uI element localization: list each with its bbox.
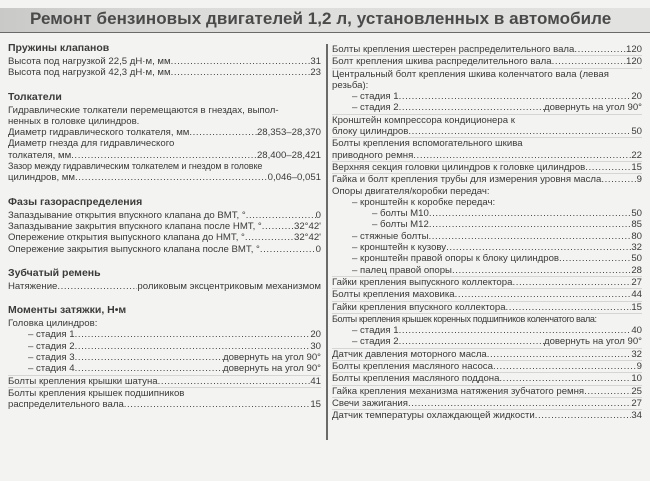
- spec-row: [332, 397, 642, 409]
- spec-value: 0,046–0,051: [267, 172, 321, 184]
- spec-value: 25: [631, 385, 642, 397]
- leader-dots: [413, 150, 631, 161]
- leader-dots: [399, 325, 632, 336]
- spec-value: довернуть на угол 90°: [222, 363, 321, 375]
- spec-row: [332, 126, 642, 137]
- spec-label: – стадия 1: [352, 325, 399, 337]
- leader-dots: [75, 341, 311, 352]
- leader-dots: [399, 336, 544, 347]
- spec-label: Болты крепления масляного поддона: [332, 373, 500, 385]
- spec-label: Свечи зажигания: [332, 397, 408, 409]
- spec-value: 50: [631, 253, 642, 265]
- leader-dots: [506, 302, 632, 313]
- spec-value: 32°42': [293, 220, 321, 232]
- spec-value: 34: [631, 410, 642, 422]
- page-title: Ремонт бензиновых двигателей 1,2 л, установленных в автомобиле: [30, 9, 612, 28]
- spec-row: [8, 244, 321, 255]
- spec-row: [332, 102, 642, 113]
- spec-label: толкателя, мм: [8, 149, 72, 161]
- spec-value: 27: [631, 397, 642, 409]
- section-title-timing: Фазы газораспределения: [8, 195, 143, 208]
- spec-row: [332, 208, 642, 219]
- spec-label: блоку цилиндров: [332, 126, 409, 138]
- spec-label: Высота под нагрузкой 22,5 дН·м, мм: [8, 56, 171, 67]
- spec-value: 28: [631, 264, 642, 276]
- section-title-springs: Пружины клапанов: [8, 42, 110, 54]
- section-title-torque: Моменты затяжки, Н•м: [8, 304, 127, 317]
- leader-dots: [512, 277, 631, 288]
- leader-dots: [245, 232, 294, 243]
- column-divider: [326, 44, 328, 440]
- spec-row: [332, 55, 642, 67]
- leader-dots: [499, 373, 631, 384]
- spec-value: 9: [636, 174, 642, 186]
- leader-dots: [71, 150, 257, 161]
- spec-label: Высота под нагрузкой 42,3 дН·м, мм: [8, 67, 171, 79]
- group-label: Болты крепления крышек коренных подшипников коленчатого вала:: [332, 313, 642, 325]
- spec-value: довернуть на угол 90°: [543, 336, 642, 348]
- spec-row: [8, 150, 321, 161]
- spec-row: [8, 221, 321, 232]
- leader-dots: [75, 329, 311, 340]
- spec-row: [332, 253, 642, 264]
- leader-dots: [171, 67, 311, 78]
- spec-label: Гайки крепления выпускного коллектора: [332, 276, 513, 288]
- spec-label-line: Болты крепления крышек подшипников: [8, 387, 321, 399]
- spec-label: – кронштейн правой опоры к блоку цилиндров: [352, 253, 559, 265]
- note-text: ненных в головке цилиндров.: [8, 115, 140, 127]
- spec-value: 15: [310, 399, 321, 411]
- spec-row: [332, 219, 642, 230]
- spec-row: [8, 329, 321, 340]
- leader-dots: [171, 56, 311, 67]
- leader-dots: [75, 363, 223, 374]
- spec-row: [332, 409, 642, 421]
- leader-dots: [535, 410, 632, 421]
- spec-value: 80: [631, 230, 642, 242]
- leader-dots: [158, 376, 311, 387]
- spec-row: [8, 363, 321, 374]
- spec-label: Болты крепления масляного насоса: [332, 361, 493, 373]
- spec-label: – стадия 3: [28, 352, 75, 364]
- section-title-belt: Зубчатый ремень: [8, 266, 101, 279]
- spec-value: 0: [315, 209, 321, 221]
- spec-label-line: Центральный болт крепления шкива коленчатого вала (левая: [332, 68, 642, 80]
- spec-label: Запаздывание открытия впускного клапана до ВМТ, °: [8, 209, 246, 221]
- spec-row: [332, 265, 642, 276]
- spec-label: Болты крепления маховика: [332, 289, 455, 301]
- spec-label: – палец правой опоры: [352, 264, 452, 276]
- spec-label: – болты М12: [372, 219, 429, 231]
- spec-value: 120: [625, 56, 642, 68]
- spec-row: [332, 173, 642, 185]
- spec-row: [332, 288, 642, 300]
- spec-row: [8, 232, 321, 243]
- spec-value: 9: [636, 361, 642, 373]
- spec-label: – стадия 2: [28, 340, 75, 352]
- spec-value: довернуть на угол 90°: [222, 352, 321, 364]
- spec-label: Запаздывание закрытия впускного клапана после НМТ, °: [8, 220, 262, 232]
- spec-row: [8, 375, 321, 387]
- spec-label-line: Болты крепления вспомогательного шкива: [332, 137, 642, 149]
- spec-value: 50: [631, 126, 642, 138]
- leader-dots: [124, 399, 311, 410]
- spec-label: – стадия 1: [352, 91, 399, 103]
- spec-value: 120: [625, 44, 642, 55]
- spec-label: цилиндров, мм: [8, 172, 75, 184]
- spec-label: Диаметр гидравлического толкателя, мм: [8, 127, 190, 139]
- spec-label: Гайки крепления впускного коллектора: [332, 301, 506, 313]
- leader-dots: [429, 231, 632, 242]
- spec-value: 20: [310, 329, 321, 341]
- spec-value: 22: [631, 149, 642, 161]
- spec-label: Натяжение: [8, 280, 58, 292]
- leader-dots: [399, 91, 632, 102]
- spec-label: Болты крепления шестерен распределительного вала: [332, 44, 575, 55]
- spec-row: [332, 348, 642, 360]
- spec-value: 40: [631, 325, 642, 337]
- spec-row: [332, 91, 642, 102]
- spec-value: 44: [631, 289, 642, 301]
- spec-label: – болты М10: [372, 208, 429, 220]
- spec-row: [332, 242, 642, 253]
- spec-row: [332, 44, 642, 55]
- leader-dots: [452, 265, 631, 276]
- spec-row: [332, 150, 642, 161]
- spec-value: 0: [315, 243, 321, 255]
- left-column: [8, 42, 321, 411]
- leader-dots: [408, 126, 631, 137]
- spec-label: – стяжные болты: [352, 230, 429, 242]
- spec-label: распределительного вала: [8, 399, 124, 411]
- leader-dots: [574, 44, 626, 55]
- spec-row: [8, 281, 321, 292]
- note-text: Гидравлические толкатели перемещаются в гнездах, выпол-: [8, 104, 279, 116]
- leader-dots: [262, 221, 294, 232]
- spec-label: Верхняя секция головки цилиндров к головке цилиндров: [332, 161, 586, 173]
- spec-label: Болт крепления шкива распределительного вала: [332, 56, 552, 68]
- spec-label-line: Кронштейн компрессора кондиционера к: [332, 114, 642, 126]
- spec-label-line: Диаметр гнезда для гидравлического: [8, 138, 175, 150]
- spec-value: 32: [631, 242, 642, 254]
- leader-dots: [455, 289, 632, 300]
- spec-row: [8, 56, 321, 67]
- spec-label: приводного ремня: [332, 149, 414, 161]
- spec-value: 28,353–28,370: [256, 127, 321, 139]
- spec-label: Гайка и болт крепления трубы для измерения уровня масла: [332, 174, 602, 186]
- spec-row: [332, 360, 642, 372]
- spec-value: 41: [310, 375, 321, 387]
- spec-row: [332, 385, 642, 397]
- spec-value: роликовым эксцентриковым механизмом: [137, 280, 321, 292]
- spec-row: [8, 67, 321, 78]
- spec-row: [8, 172, 321, 183]
- spec-value: 32: [631, 348, 642, 360]
- spec-value: 15: [631, 301, 642, 313]
- spec-label: Гайка крепления механизма натяжения зубчатого ремня: [332, 385, 585, 397]
- group-label: – кронштейн к коробке передач:: [352, 196, 496, 208]
- spec-label: – стадия 2: [352, 102, 399, 114]
- spec-row: [332, 161, 642, 173]
- leader-dots: [429, 208, 631, 219]
- group-label: Головка цилиндров:: [8, 318, 98, 330]
- spec-value: 31: [310, 56, 321, 67]
- leader-dots: [429, 219, 631, 230]
- spec-value: 27: [631, 276, 642, 288]
- leader-dots: [408, 398, 631, 409]
- spec-label: – стадия 4: [28, 363, 75, 375]
- spec-value: 20: [631, 91, 642, 103]
- leader-dots: [260, 244, 316, 255]
- leader-dots: [552, 56, 626, 67]
- spec-value: 10: [631, 373, 642, 385]
- spec-label-line: резьба):: [332, 79, 369, 91]
- leader-dots: [493, 361, 637, 372]
- right-column: [332, 44, 642, 422]
- spec-value: 28,400–28,421: [256, 149, 321, 161]
- spec-row: [8, 399, 321, 410]
- spec-row: [8, 341, 321, 352]
- spec-label: Датчик температуры охлаждающей жидкости: [332, 410, 535, 422]
- group-label: Опоры двигателя/коробки передач:: [332, 185, 490, 197]
- leader-dots: [584, 386, 631, 397]
- spec-row: [8, 210, 321, 221]
- spec-value: 50: [631, 208, 642, 220]
- spec-label-line: Зазор между гидравлическим толкателем и гнездом в головке: [8, 161, 263, 172]
- leader-dots: [75, 352, 223, 363]
- spec-label: Опережение открытия выпускного клапана до НМТ, °: [8, 232, 245, 244]
- spec-label: Опережение закрытия выпускного клапана после ВМТ, °: [8, 243, 260, 255]
- spec-label: Датчик давления моторного масла: [332, 348, 487, 360]
- leader-dots: [601, 174, 636, 185]
- spec-value: 30: [310, 340, 321, 352]
- spec-label: – кронштейн к кузову: [352, 242, 447, 254]
- leader-dots: [585, 162, 631, 173]
- leader-dots: [487, 349, 632, 360]
- spec-row: [332, 336, 642, 347]
- page-header: [0, 8, 650, 33]
- leader-dots: [559, 253, 631, 264]
- spec-row: [332, 325, 642, 336]
- spec-label: – стадия 2: [352, 336, 399, 348]
- leader-dots: [446, 242, 631, 253]
- spec-label: – стадия 1: [28, 329, 75, 341]
- spec-value: 32°42': [293, 232, 321, 244]
- leader-dots: [399, 102, 544, 113]
- section-title-lifters: Толкатели: [8, 90, 62, 103]
- spec-row: [332, 372, 642, 384]
- leader-dots: [246, 210, 316, 221]
- spec-row: [332, 231, 642, 242]
- leader-dots: [189, 127, 257, 138]
- spec-label: Болты крепления крышки шатуна: [8, 375, 158, 387]
- leader-dots: [57, 281, 137, 292]
- spec-value: 23: [310, 67, 321, 79]
- spec-row: [332, 276, 642, 288]
- leader-dots: [75, 172, 268, 183]
- spec-row: [8, 127, 321, 138]
- spec-row: [8, 352, 321, 363]
- spec-row: [332, 301, 642, 313]
- spec-value: 85: [631, 219, 642, 231]
- spec-value: 15: [631, 161, 642, 173]
- spec-value: довернуть на угол 90°: [543, 102, 642, 114]
